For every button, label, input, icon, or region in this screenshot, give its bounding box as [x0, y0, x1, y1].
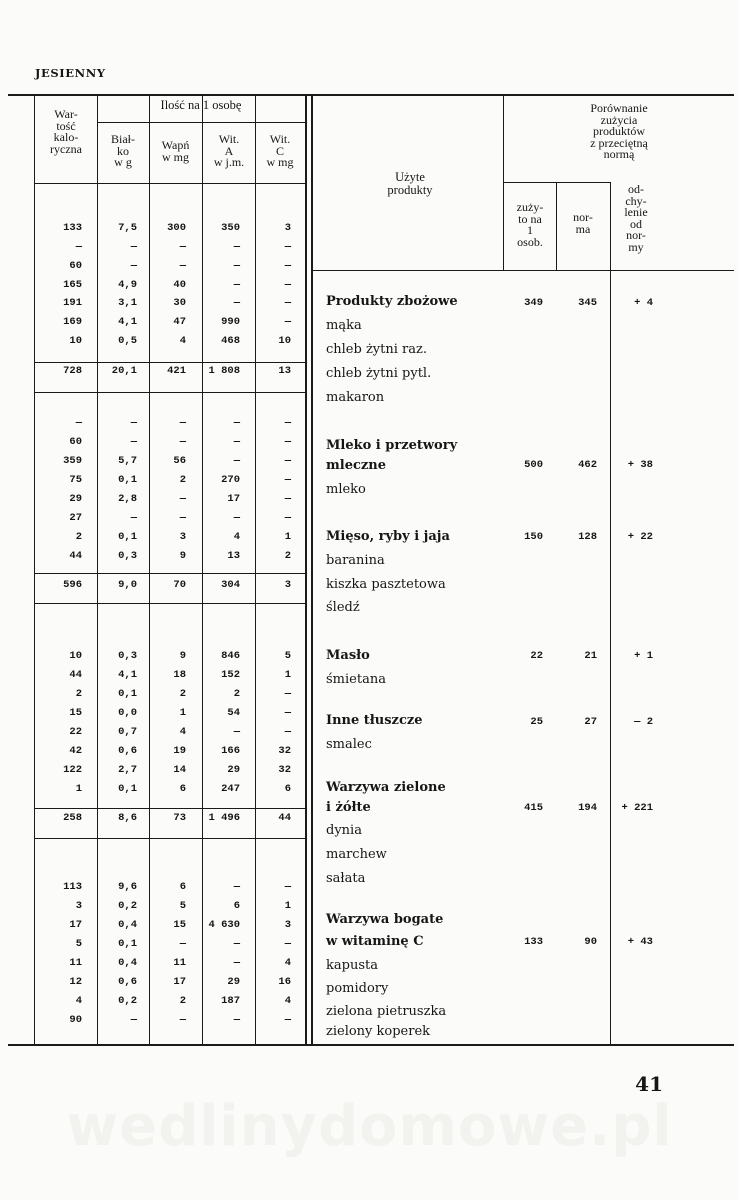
table-cell: 133: [63, 222, 82, 234]
table-cell: 0,1: [118, 531, 137, 543]
table-cell: —: [233, 1014, 240, 1026]
table-cell: 7,5: [118, 222, 137, 234]
comparison-norm: 128: [578, 531, 597, 543]
table-cell: —: [179, 938, 186, 950]
table-cell: 350: [221, 222, 240, 234]
table-cell: 3: [75, 900, 82, 912]
table-cell: 0,3: [118, 550, 137, 562]
product-label: Warzywa zielone: [326, 780, 446, 795]
table-cell: 3: [179, 531, 186, 543]
table-cell: 4: [179, 335, 186, 347]
table-cell: 2: [233, 688, 240, 700]
table-cell: 47: [173, 316, 186, 328]
table-cell: 191: [63, 297, 82, 309]
table-cell: 187: [221, 995, 240, 1007]
comparison-norm: 21: [584, 650, 597, 662]
table-cell: —: [284, 417, 291, 429]
table-cell: 4,9: [118, 279, 137, 291]
product-label: baranina: [326, 553, 385, 568]
table-cell: 75: [69, 474, 82, 486]
table-cell: 5: [284, 650, 291, 662]
left-col-separator: [255, 95, 256, 1045]
left-section-rule: [35, 838, 305, 839]
right-col-separator: [610, 182, 611, 1045]
table-cell: —: [284, 436, 291, 448]
col-header-calcium: Wapń w mg: [161, 138, 190, 164]
table-cell: 165: [63, 279, 82, 291]
product-label: Mięso, ryby i jaja: [326, 529, 450, 544]
table-cell: —: [233, 436, 240, 448]
table-cell: 1: [284, 531, 291, 543]
table-cell: —: [233, 726, 240, 738]
table-cell: 0,4: [118, 957, 137, 969]
table-cell: 4: [284, 995, 291, 1007]
table-cell: 0,1: [118, 938, 137, 950]
table-cell: 9: [179, 550, 186, 562]
comparison-used: 500: [524, 459, 543, 471]
product-label: makaron: [326, 390, 385, 405]
product-label: Masło: [326, 648, 370, 663]
product-label: w witaminę C: [326, 934, 424, 949]
table-cell: —: [284, 726, 291, 738]
product-label: śledź: [326, 600, 360, 615]
table-cell: 13: [227, 550, 240, 562]
table-cell: 9,0: [118, 579, 137, 591]
table-cell: 6: [284, 783, 291, 795]
table-cell: 44: [69, 669, 82, 681]
table-cell: —: [284, 707, 291, 719]
table-cell: 10: [278, 335, 291, 347]
table-cell: 27: [69, 512, 82, 524]
col-header-used: zuży- to na 1 osob.: [516, 200, 544, 249]
group-header-comparison: Porównanie zużycia produktów z przeciętną normą: [590, 101, 648, 161]
table-cell: 3: [284, 919, 291, 931]
table-cell: 359: [63, 455, 82, 467]
table-cell: 32: [278, 745, 291, 757]
table-cell: 5,7: [118, 455, 137, 467]
table-top-rule: [8, 94, 734, 96]
col-header-calories: War- tość kalo- ryczna: [50, 107, 82, 156]
table-cell: —: [284, 881, 291, 893]
table-cell: 0,2: [118, 995, 137, 1007]
left-col-separator: [97, 95, 98, 1045]
comparison-used: 25: [530, 716, 543, 728]
table-cell: 73: [173, 812, 186, 824]
product-label: i żółte: [326, 800, 371, 815]
product-label: zielona pietruszka: [326, 1004, 447, 1019]
table-cell: 9,6: [118, 881, 137, 893]
table-cell: 0,6: [118, 976, 137, 988]
comparison-deviation: + 38: [627, 459, 653, 471]
product-label: kiszka pasztetowa: [326, 577, 446, 592]
table-cell: 29: [69, 493, 82, 505]
table-cell: 0,4: [118, 919, 137, 931]
col-header-deviation: od- chy- lenie od nor- my: [624, 182, 648, 254]
table-cell: 20,1: [111, 365, 137, 377]
table-cell: 42: [69, 745, 82, 757]
comparison-norm: 27: [584, 716, 597, 728]
table-cell: 3: [284, 579, 291, 591]
product-label: Produkty zbożowe: [326, 294, 458, 309]
table-cell: —: [233, 881, 240, 893]
double-rule-b: [311, 95, 313, 1045]
product-label: śmietana: [326, 672, 386, 687]
table-cell: 15: [173, 919, 186, 931]
table-cell: 0,5: [118, 335, 137, 347]
table-cell: —: [179, 512, 186, 524]
comparison-used: 22: [530, 650, 543, 662]
product-label: zielony koperek: [326, 1024, 431, 1039]
comparison-deviation: — 2: [634, 716, 653, 728]
table-cell: 4,1: [118, 669, 137, 681]
page-number: 41: [635, 1072, 663, 1096]
table-cell: 113: [63, 881, 82, 893]
table-cell: —: [284, 241, 291, 253]
table-cell: —: [233, 417, 240, 429]
table-cell: 169: [63, 316, 82, 328]
table-cell: 0,3: [118, 650, 137, 662]
table-cell: 846: [221, 650, 240, 662]
table-cell: —: [284, 316, 291, 328]
left-header-rule: [35, 183, 305, 184]
table-cell: 5: [179, 900, 186, 912]
comparison-norm: 90: [584, 936, 597, 948]
table-cell: —: [75, 241, 82, 253]
product-label: mleko: [326, 482, 366, 497]
table-cell: 17: [173, 976, 186, 988]
table-cell: —: [284, 474, 291, 486]
table-cell: 10: [69, 335, 82, 347]
comparison-norm: 194: [578, 802, 597, 814]
table-cell: 2: [179, 474, 186, 486]
table-cell: 40: [173, 279, 186, 291]
table-cell: —: [179, 493, 186, 505]
table-cell: 152: [221, 669, 240, 681]
comparison-used: 349: [524, 297, 543, 309]
table-cell: 90: [69, 1014, 82, 1026]
table-cell: 13: [278, 365, 291, 377]
table-cell: —: [284, 512, 291, 524]
table-cell: 14: [173, 764, 186, 776]
table-cell: —: [284, 493, 291, 505]
table-cell: 596: [63, 579, 82, 591]
comparison-used: 133: [524, 936, 543, 948]
table-cell: 122: [63, 764, 82, 776]
double-rule-a: [305, 95, 307, 1045]
table-cell: —: [233, 279, 240, 291]
table-cell: 2,7: [118, 764, 137, 776]
table-cell: —: [233, 512, 240, 524]
table-cell: —: [233, 938, 240, 950]
product-label: sałata: [326, 871, 366, 886]
table-cell: —: [130, 512, 137, 524]
product-label: Warzywa bogate: [326, 912, 444, 927]
left-subheader-rule: [97, 122, 305, 123]
table-cell: 2: [179, 688, 186, 700]
table-cell: 6: [179, 881, 186, 893]
table-cell: 44: [69, 550, 82, 562]
table-cell: 4 630: [208, 919, 240, 931]
table-cell: —: [130, 436, 137, 448]
comparison-deviation: + 4: [634, 297, 653, 309]
col-header-vitamin-c: Wit. C w mg: [266, 132, 294, 169]
table-cell: 728: [63, 365, 82, 377]
section-title: JESIENNY: [35, 66, 106, 80]
table-cell: 9: [179, 650, 186, 662]
table-cell: 0,6: [118, 745, 137, 757]
table-cell: —: [130, 260, 137, 272]
table-cell: 1: [179, 707, 186, 719]
table-cell: —: [130, 241, 137, 253]
table-cell: —: [130, 417, 137, 429]
table-cell: 5: [75, 938, 82, 950]
product-label: pomidory: [326, 981, 389, 996]
product-label: smalec: [326, 737, 372, 752]
comparison-norm: 345: [578, 297, 597, 309]
table-cell: —: [233, 957, 240, 969]
table-cell: 11: [69, 957, 82, 969]
table-cell: —: [75, 417, 82, 429]
product-label: mleczne: [326, 458, 386, 473]
table-cell: —: [179, 436, 186, 448]
comparison-deviation: + 43: [627, 936, 653, 948]
table-cell: 6: [233, 900, 240, 912]
table-cell: 70: [173, 579, 186, 591]
table-bottom-rule: [8, 1044, 734, 1046]
table-cell: 29: [227, 764, 240, 776]
table-cell: 10: [69, 650, 82, 662]
right-header-rule: [503, 182, 611, 183]
table-cell: 1 808: [208, 365, 240, 377]
table-cell: 32: [278, 764, 291, 776]
left-section-rule: [35, 603, 305, 604]
table-cell: 0,0: [118, 707, 137, 719]
watermark: wedlinydomowe.pl: [66, 1094, 673, 1159]
table-cell: 30: [173, 297, 186, 309]
table-cell: —: [284, 938, 291, 950]
comparison-deviation: + 221: [621, 802, 653, 814]
product-label: chleb żytni pytl.: [326, 366, 432, 381]
table-cell: 1: [284, 669, 291, 681]
product-label: mąka: [326, 318, 362, 333]
table-cell: —: [130, 1014, 137, 1026]
table-cell: 258: [63, 812, 82, 824]
table-cell: —: [233, 455, 240, 467]
table-cell: 16: [278, 976, 291, 988]
product-label: dynia: [326, 823, 362, 838]
table-cell: 0,1: [118, 688, 137, 700]
middle-header-rule: [312, 270, 734, 271]
table-cell: —: [284, 297, 291, 309]
table-cell: 2: [75, 688, 82, 700]
left-section-rule: [35, 808, 305, 809]
left-section-rule: [35, 362, 305, 363]
table-cell: 2: [75, 531, 82, 543]
table-cell: 44: [278, 812, 291, 824]
table-cell: 270: [221, 474, 240, 486]
table-cell: —: [233, 241, 240, 253]
left-section-rule: [35, 392, 305, 393]
table-cell: 300: [167, 222, 186, 234]
table-cell: —: [284, 279, 291, 291]
left-col-separator: [149, 95, 150, 1045]
table-cell: 12: [69, 976, 82, 988]
col-header-products: Użyte produkty: [387, 170, 433, 197]
table-cell: 11: [173, 957, 186, 969]
table-cell: —: [284, 260, 291, 272]
left-section-rule: [35, 573, 305, 574]
product-label: Inne tłuszcze: [326, 713, 423, 728]
comparison-deviation: + 1: [634, 650, 653, 662]
table-cell: 2,8: [118, 493, 137, 505]
table-cell: —: [179, 417, 186, 429]
table-cell: 54: [227, 707, 240, 719]
comparison-norm: 462: [578, 459, 597, 471]
left-col-separator: [202, 95, 203, 1045]
comparison-used: 415: [524, 802, 543, 814]
col-header-protein: Biał- ko w g: [111, 132, 135, 169]
table-cell: 22: [69, 726, 82, 738]
table-cell: —: [233, 297, 240, 309]
table-cell: 17: [69, 919, 82, 931]
table-cell: 3: [284, 222, 291, 234]
table-cell: 990: [221, 316, 240, 328]
table-cell: 1: [284, 900, 291, 912]
table-cell: 2: [284, 550, 291, 562]
product-label: Mleko i przetwory: [326, 438, 458, 453]
table-cell: 4: [284, 957, 291, 969]
table-cell: —: [179, 1014, 186, 1026]
table-cell: 4: [179, 726, 186, 738]
col-header-norm: nor- ma: [573, 210, 593, 236]
table-cell: 3,1: [118, 297, 137, 309]
col-header-vitamin-a: Wit. A w j.m.: [213, 132, 245, 169]
table-cell: 60: [69, 436, 82, 448]
table-cell: 4,1: [118, 316, 137, 328]
comparison-used: 150: [524, 531, 543, 543]
table-cell: 421: [167, 365, 186, 377]
table-cell: 0,1: [118, 474, 137, 486]
table-cell: 1 496: [208, 812, 240, 824]
group-header-per-person: Ilość na 1 osobę: [160, 98, 242, 112]
table-cell: 17: [227, 493, 240, 505]
table-cell: —: [284, 1014, 291, 1026]
table-cell: 1: [75, 783, 82, 795]
product-label: kapusta: [326, 958, 378, 973]
table-cell: 6: [179, 783, 186, 795]
table-cell: —: [284, 455, 291, 467]
table-cell: 19: [173, 745, 186, 757]
table-cell: —: [233, 260, 240, 272]
table-cell: —: [179, 260, 186, 272]
table-cell: 4: [75, 995, 82, 1007]
table-cell: 247: [221, 783, 240, 795]
table-cell: 60: [69, 260, 82, 272]
table-cell: 8,6: [118, 812, 137, 824]
table-cell: 0,7: [118, 726, 137, 738]
table-cell: 15: [69, 707, 82, 719]
table-cell: —: [179, 241, 186, 253]
product-label: marchew: [326, 847, 387, 862]
table-cell: 18: [173, 669, 186, 681]
table-cell: 2: [179, 995, 186, 1007]
table-cell: 29: [227, 976, 240, 988]
table-cell: 0,2: [118, 900, 137, 912]
table-cell: 166: [221, 745, 240, 757]
product-label: chleb żytni raz.: [326, 342, 427, 357]
left-table-edge: [34, 95, 35, 1045]
table-cell: 56: [173, 455, 186, 467]
table-cell: 4: [233, 531, 240, 543]
table-cell: 468: [221, 335, 240, 347]
table-cell: 304: [221, 579, 240, 591]
comparison-deviation: + 22: [627, 531, 653, 543]
table-cell: 0,1: [118, 783, 137, 795]
table-cell: —: [284, 688, 291, 700]
